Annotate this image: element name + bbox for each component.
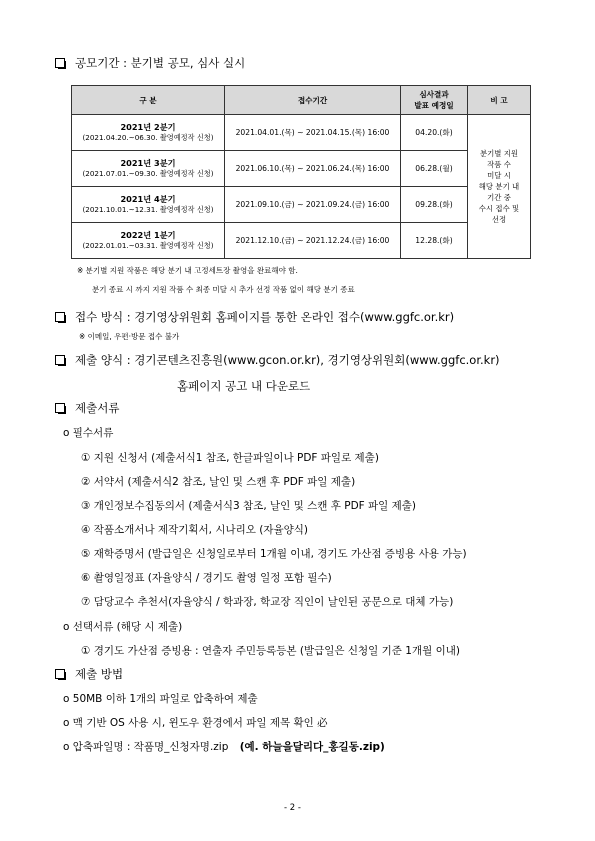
remark-line: 수시 접수 및 bbox=[478, 204, 520, 213]
checkbox-bullet-icon bbox=[55, 312, 65, 322]
quarter-cell bbox=[72, 187, 225, 223]
schedule-table bbox=[71, 85, 531, 259]
submit-heading: 제출 방법 bbox=[75, 667, 124, 681]
required-doc-item: ② 서약서 (제출서식2 참조, 날인 및 스캔 후 PDF 파일 제출) bbox=[81, 476, 356, 488]
remark-line: 작품 수 bbox=[487, 160, 511, 169]
reception-cell: 2021.04.01.(목) ~ 2021.04.15.(목) 16:00 bbox=[225, 115, 401, 151]
remark-line: 해당 분기 내 bbox=[478, 182, 520, 191]
form-heading: 제출 양식 : 경기콘텐츠진흥원(www.gcon.or.kr), 경기영상위원회(www.ggfc.or.kr) bbox=[75, 353, 500, 367]
header-result-line2: 발표 예정일 bbox=[414, 101, 454, 110]
required-doc-item: ④ 작품소개서나 제작기획서, 시나리오 (자율양식) bbox=[81, 524, 309, 536]
remark-line: 선정 bbox=[491, 215, 507, 224]
header-result-line1: 심사결과 bbox=[419, 90, 449, 99]
quarter-name: 2021년 3분기 bbox=[120, 158, 176, 168]
remark-line: 미달 시 bbox=[487, 171, 511, 180]
required-doc-item: ① 지원 신청서 (제출서식1 참조, 한글파일이나 PDF 파일로 제출) bbox=[81, 452, 379, 464]
period-heading: 공모기간 : 분기별 공모, 심사 실시 bbox=[75, 56, 246, 70]
method-note: ※ 이메일, 우편·방문 접수 불가 bbox=[79, 332, 180, 341]
remark-cell bbox=[468, 115, 531, 259]
required-doc-item: ⑤ 재학증명서 (발급일은 신청일로부터 1개월 이내, 경기도 가산점 증빙용 사용 가능) bbox=[81, 548, 467, 560]
result-cell: 04.20.(화) bbox=[401, 115, 468, 151]
zip-name-rule: o 압축파일명 : 작품명_신청자명.zip bbox=[63, 741, 229, 753]
required-docs-label: o 필수서류 bbox=[63, 427, 114, 439]
optional-docs-label: o 선택서류 (해당 시 제출) bbox=[63, 621, 183, 633]
quarter-range: (2021.07.01.~09.30. 촬영예정작 신청) bbox=[82, 169, 214, 178]
optional-doc-item: ① 경기도 가산점 증빙용 : 연출자 주민등록등본 (발급일은 신청일 기준 1개월 이내) bbox=[81, 645, 460, 657]
table-row bbox=[72, 187, 531, 223]
submit-item: o 맥 기반 OS 사용 시, 윈도우 환경에서 파일 제목 확인 必 bbox=[63, 717, 328, 729]
header-division: 구 분 bbox=[72, 86, 225, 115]
quarter-range: (2022.01.01.~03.31. 촬영예정작 신청) bbox=[82, 241, 214, 250]
reception-cell: 2021.12.10.(금) ~ 2021.12.24.(금) 16:00 bbox=[225, 223, 401, 259]
header-remark: 비 고 bbox=[468, 86, 531, 115]
quarter-name: 2021년 4분기 bbox=[120, 194, 176, 204]
table-row bbox=[72, 151, 531, 187]
result-cell: 12.28.(화) bbox=[401, 223, 468, 259]
quarter-cell bbox=[72, 151, 225, 187]
form-line2: 홈페이지 공고 내 다운로드 bbox=[177, 379, 311, 393]
period-note-1: ※ 분기별 지원 작품은 해당 분기 내 고정세트장 촬영을 완료해야 함. bbox=[77, 266, 298, 275]
table-row bbox=[72, 115, 531, 151]
header-reception: 접수기간 bbox=[225, 86, 401, 115]
remark-line: 기간 중 bbox=[487, 193, 511, 202]
reception-cell: 2021.09.10.(금) ~ 2021.09.24.(금) 16:00 bbox=[225, 187, 401, 223]
zip-name-example: (예. 하늘을달리다_홍길동.zip) bbox=[239, 741, 385, 753]
reception-cell: 2021.06.10.(목) ~ 2021.06.24.(목) 16:00 bbox=[225, 151, 401, 187]
quarter-range: (2021.04.20.~06.30. 촬영예정작 신청) bbox=[82, 133, 214, 142]
checkbox-bullet-icon bbox=[55, 355, 65, 365]
page-number: - 2 - bbox=[284, 803, 301, 813]
checkbox-bullet-icon bbox=[55, 669, 65, 679]
remark-line: 분기별 지원 bbox=[479, 149, 519, 158]
required-doc-item: ③ 개인정보수집동의서 (제출서식3 참조, 날인 및 스캔 후 PDF 파일 제출) bbox=[81, 500, 417, 512]
quarter-cell bbox=[72, 115, 225, 151]
header-result bbox=[401, 86, 468, 115]
submit-item: o 50MB 이하 1개의 파일로 압축하여 제출 bbox=[63, 693, 258, 705]
checkbox-bullet-icon bbox=[55, 403, 65, 413]
required-doc-item: ⑦ 담당교수 추천서(자율양식 / 학과장, 학교장 직인이 날인된 공문으로 대체 가능) bbox=[81, 596, 454, 608]
table-row bbox=[72, 223, 531, 259]
quarter-name: 2021년 2분기 bbox=[120, 122, 176, 132]
quarter-name: 2022년 1분기 bbox=[120, 230, 176, 240]
method-heading: 접수 방식 : 경기영상위원회 홈페이지를 통한 온라인 접수(www.ggfc.or.kr) bbox=[75, 310, 455, 324]
submit-item bbox=[63, 739, 385, 754]
checkbox-bullet-icon bbox=[55, 58, 65, 68]
result-cell: 06.28.(월) bbox=[401, 151, 468, 187]
result-cell: 09.28.(화) bbox=[401, 187, 468, 223]
quarter-range: (2021.10.01.~12.31. 촬영예정작 신청) bbox=[82, 205, 214, 214]
required-doc-item: ⑥ 촬영일정표 (자율양식 / 경기도 촬영 일정 포함 필수) bbox=[81, 572, 332, 584]
docs-heading: 제출서류 bbox=[75, 401, 120, 415]
period-note-2: 분기 종료 시 까지 지원 작품 수 최종 미달 시 추가 선정 작품 없이 해당 분기 종료 bbox=[92, 285, 355, 294]
quarter-cell bbox=[72, 223, 225, 259]
